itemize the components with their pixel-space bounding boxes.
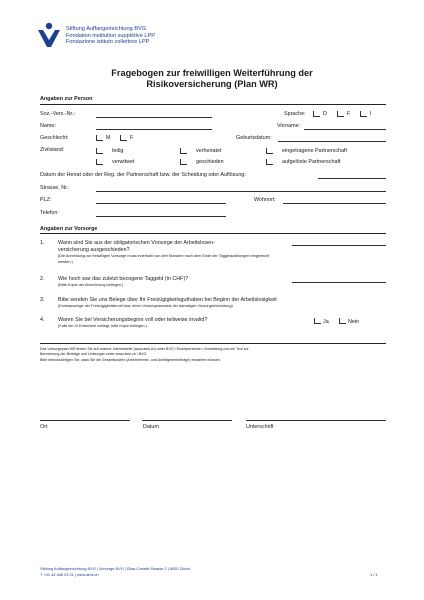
- q4-text: Waren Sie bei Versicherungsbeginn voll oder teilweise invalid?: [58, 317, 208, 323]
- title-line-2: Risikoversicherung (Plan WR): [146, 79, 278, 89]
- verwitwet-checkbox[interactable]: [96, 159, 103, 165]
- org-name-block: [66, 26, 155, 46]
- unterschrift-label: Unterschrift: [246, 424, 274, 430]
- wohnort-field[interactable]: [283, 203, 386, 204]
- title-line-1: Fragebogen zur freiwilligen Weiterführung der: [111, 68, 313, 78]
- info-line3: Bitte berücksichtigen Sie, dass Sie die Gesamtkosten (Arbeitnehmer- und Arbeitgeberbeiträge) bezahlen müssen.: [40, 358, 221, 362]
- lang-i-label: I: [370, 111, 372, 117]
- datum-heirat-field[interactable]: [318, 178, 386, 179]
- q3-number: 3.: [40, 297, 45, 303]
- wohnort-label: Wohnort:: [254, 197, 276, 203]
- aufgeloest-checkbox[interactable]: [266, 159, 273, 165]
- geschieden-label: geschieden: [196, 159, 224, 165]
- plz-label: PLZ:: [40, 197, 52, 203]
- eingetragen-label: eingetragene Partnerschaft: [282, 148, 348, 154]
- soz-label: Soz.-Vers.-Nr.:: [40, 111, 76, 117]
- info-rule: [40, 343, 386, 344]
- vorname-field[interactable]: [304, 129, 386, 130]
- q4-ja-checkbox[interactable]: [314, 318, 321, 324]
- q4-nein-label: Nein: [348, 319, 360, 325]
- person-section-rule: [40, 104, 386, 105]
- sex-m-checkbox[interactable]: [96, 135, 103, 141]
- ledig-checkbox[interactable]: [96, 148, 103, 154]
- sex-f-checkbox[interactable]: [120, 135, 127, 141]
- telefon-label: Telefon:: [40, 210, 59, 216]
- sprache-label: Sprache:: [284, 111, 306, 117]
- geburtsdatum-label: Geburtsdatum:: [236, 135, 272, 141]
- sex-f-label: F: [130, 135, 134, 141]
- info-line2: Berechnung der Beiträge und Leistungen unter www.aeis.ch / BVG.: [40, 352, 148, 356]
- info-line1: Das Vorsorgeplan WR finden Sie auf unserer Internetseite (www.aeis.ch) unter BVG / Einzelpersonen / Anmeldung und ein Tool zur: [40, 347, 249, 351]
- q4-note: (Falls ein IV-Entscheid vorliegt, bitte Kopie beilegen.): [58, 324, 147, 328]
- lang-i-checkbox[interactable]: [360, 111, 367, 117]
- datum-field[interactable]: [142, 420, 232, 421]
- name-label: Name:: [40, 123, 56, 129]
- lang-f-label: F: [347, 111, 351, 117]
- vorsorge-section-heading: Angaben zur Vorsorge: [40, 226, 98, 232]
- geburtsdatum-field[interactable]: [278, 141, 386, 142]
- zivilstand-label: Zivilstand:: [40, 147, 65, 153]
- q1-text-line1: Wann sind Sie aus der obligatorischen Vorsorge der Arbeitslosen-: [58, 240, 215, 246]
- footer-address: Stiftung Auffangeinrichtung BVG | Vorsorge BVG | Elias-Canetti-Strasse 2 | 8050 Zürich: [40, 566, 191, 571]
- soz-field[interactable]: [96, 117, 212, 118]
- datum-label: Datum: [143, 424, 159, 430]
- q2-text: Wie hoch war das zuletzt bezogene Taggeld (in CHF)?: [58, 276, 189, 282]
- verheiratet-checkbox[interactable]: [180, 148, 187, 154]
- strasse-field[interactable]: [96, 191, 386, 192]
- q1-number: 1.: [40, 240, 45, 246]
- vorname-label: Vorname:: [277, 123, 301, 129]
- verheiratet-label: verheiratet: [196, 148, 222, 154]
- geschlecht-label: Geschlecht:: [40, 135, 69, 141]
- geschieden-checkbox[interactable]: [180, 159, 187, 165]
- page-number: 1 / 1: [370, 572, 378, 577]
- q4-nein-checkbox[interactable]: [339, 318, 346, 324]
- ort-label: Ort: [40, 424, 48, 430]
- logo: [37, 22, 61, 48]
- q1-note-line2: werden.): [58, 260, 73, 264]
- eingetragen-checkbox[interactable]: [266, 148, 273, 154]
- ort-field[interactable]: [40, 420, 130, 421]
- org-name-it: Fondazione istituto collettore LPP: [66, 39, 150, 46]
- strasse-label: Strasse, Nr.:: [40, 185, 70, 191]
- person-logo-icon: [37, 22, 61, 48]
- q3-note: (Kontoauszüge der Freizügigkeitskonti bzw. einen Vorsorgeausweis der damaligen Vorsorgeeinrichtung): [58, 304, 233, 308]
- q3-text: Bitte senden Sie uns Belege über Ihr Freizügigkeitsguthaben bei Beginn der Arbeitslosigkeit: [58, 297, 277, 303]
- telefon-field[interactable]: [96, 216, 226, 217]
- vorsorge-section-rule: [40, 233, 386, 234]
- q1-text-line2: versicherung ausgeschieden?: [58, 247, 130, 253]
- lang-f-checkbox[interactable]: [337, 111, 344, 117]
- org-name-de: Stiftung Auffangeinrichtung BVG: [66, 26, 147, 32]
- q1-note-line1: (Die Anmeldung zur freiwilligen Vorsorge muss innerhalb von drei Monaten nach dem Ende der Taggeldzahlungen eingereicht: [58, 254, 270, 258]
- verwitwet-label: verwitwet: [112, 159, 135, 165]
- ledig-label: ledig: [112, 148, 124, 154]
- q2-answer-field[interactable]: [292, 282, 386, 283]
- page-title: [0, 68, 424, 90]
- q4-ja-label: Ja: [323, 319, 329, 325]
- org-name-fr: Fondation institution supplétive LPP: [66, 32, 155, 39]
- q4-number: 4.: [40, 317, 45, 323]
- footer-contact: T +41 44 468 23 01 | www.aeis.ch: [40, 572, 99, 577]
- plz-field[interactable]: [96, 203, 226, 204]
- aufgeloest-label: aufgelöste Partnerschaft: [282, 159, 341, 165]
- person-section-heading: Angaben zur Person: [40, 96, 93, 102]
- q2-note: (Bitte Kopie der Abrechnung beilegen.): [58, 283, 124, 287]
- datum-heirat-label: Datum der Heirat oder der Reg. der Partnerschaft bzw. der Scheidung oder Auflösung:: [40, 172, 246, 178]
- unterschrift-field[interactable]: [246, 420, 386, 421]
- lang-d-label: D: [323, 111, 327, 117]
- q1-answer-field[interactable]: [292, 245, 386, 246]
- lang-d-checkbox[interactable]: [313, 111, 320, 117]
- q2-number: 2.: [40, 276, 45, 282]
- name-field[interactable]: [96, 129, 212, 130]
- sex-m-label: M: [106, 135, 111, 141]
